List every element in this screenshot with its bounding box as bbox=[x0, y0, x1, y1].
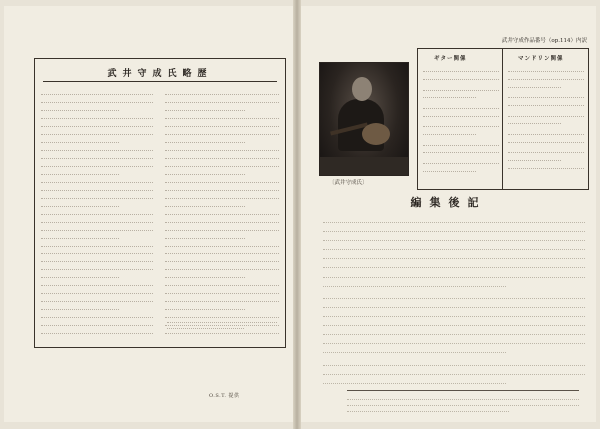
works-guitar-heading: ギター関係 bbox=[434, 56, 467, 62]
editorial-body bbox=[323, 214, 585, 384]
chronology-title: 武井守成氏略歴 bbox=[107, 69, 213, 79]
editorial-title: 編集後記 bbox=[410, 196, 487, 209]
chronology-column-right bbox=[165, 87, 279, 341]
chronology-box bbox=[34, 58, 286, 348]
left-page bbox=[4, 6, 293, 422]
publication-credits bbox=[347, 394, 579, 412]
works-mandolin-heading: マンドリン関係 bbox=[518, 56, 564, 62]
photo-caption: 〔武井守成氏〕 bbox=[329, 180, 368, 186]
portrait-photo bbox=[319, 62, 409, 176]
left-page-credit: O.S.T. 提供 bbox=[209, 393, 240, 399]
chronology-footnote bbox=[167, 317, 277, 331]
works-mandolin-list bbox=[508, 65, 584, 185]
chronology-column-left bbox=[41, 87, 153, 341]
works-guitar-list bbox=[423, 65, 499, 185]
chronology-title-divider bbox=[43, 81, 277, 82]
book-gutter bbox=[293, 0, 301, 429]
works-table bbox=[417, 48, 589, 190]
works-header: 武井守成作品番号（op.114）内訳 bbox=[501, 38, 587, 44]
works-table-divider bbox=[502, 49, 503, 189]
right-page bbox=[301, 6, 596, 422]
credits-divider bbox=[347, 390, 579, 391]
